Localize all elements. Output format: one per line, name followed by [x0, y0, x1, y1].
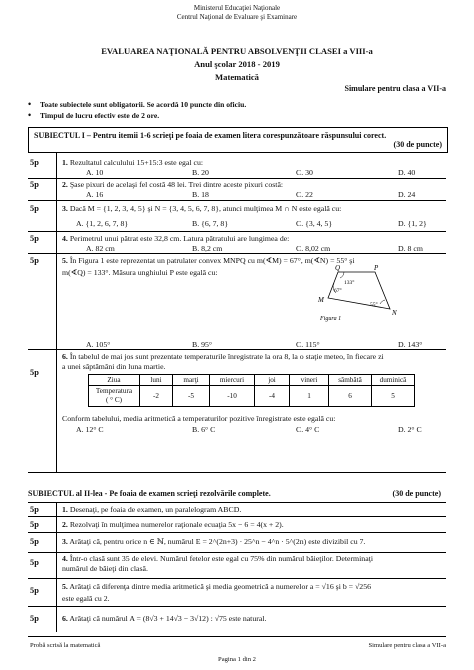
row-divider [28, 231, 446, 232]
option-b: B. {6, 7, 8} [192, 219, 229, 228]
question-5-line-2: m(∢Q) = 133°. Măsura unghiului P este egală cu: [62, 268, 218, 277]
problem-4-line-2: numărul de băieţi din clasă. [62, 564, 148, 573]
option-b: B. 95° [192, 340, 213, 349]
table-header-cell: marţi [173, 375, 210, 386]
question-3: 3. Dacă M = {1, 2, 3, 4, 5} şi N = {3, 4, 5, 6, 7, 8}, atunci mulţimea M ∩ N este egală cu: [62, 204, 342, 213]
points: 5p [30, 256, 39, 265]
angle-m-value: 67° [334, 288, 342, 294]
row-divider [28, 502, 446, 503]
footer-right: Simulare pentru clasa a VII-a [368, 642, 446, 649]
row-divider [28, 349, 446, 350]
table-header-cell: sâmbătă [329, 375, 372, 386]
section-1-title: SUBIECTUL I – Pentru itemii 1-6 scrieţi pe foaia de examen litera corespunzătoare răspunsului corect. [34, 131, 387, 140]
row-divider [28, 200, 446, 201]
table-cell: 5 [372, 386, 415, 407]
table-cell: 6 [329, 386, 372, 407]
problem-5-line-2: este egală cu 2. [62, 594, 110, 603]
option-b: B. 20 [192, 168, 209, 177]
option-b: B. 6° C [192, 425, 216, 434]
exam-title [0, 45, 474, 84]
option-a: A. 10 [86, 168, 104, 177]
problem-1: 1. Desenaţi, pe foaia de examen, un paralelogram ABCD. [62, 505, 242, 514]
row-divider [28, 606, 446, 607]
table-header-row [89, 375, 415, 386]
temperature-table [88, 374, 415, 407]
instruction-2: • Timpul de lucru efectiv este de 2 ore. [40, 111, 159, 120]
angle-q-value: 133° [344, 280, 355, 286]
option-a: A. 16 [86, 190, 104, 199]
points: 5p [30, 234, 39, 243]
instruction-1: • Toate subiectele sunt obligatorii. Se acordă 10 puncte din oficiu. [40, 100, 246, 109]
option-c: C. 30 [296, 168, 313, 177]
question-5: 5. În Figura 1 este reprezentat un patrulater convex MNPQ cu m(∢M) = 67°, m(∢N) = 55° şi [62, 256, 355, 265]
vertex-p-label: P [374, 264, 379, 272]
option-a: A. 105° [86, 340, 111, 349]
points: 5p [30, 204, 39, 213]
title-line-2: Anul şcolar 2018 - 2019 [194, 59, 280, 69]
table-row-label: Temperatura ( ° C) [89, 386, 140, 407]
points: 5p [30, 586, 39, 595]
option-a: A. 12° C [76, 425, 104, 434]
angle-n-arc [380, 300, 385, 304]
option-b: B. 8,2 cm [192, 244, 223, 253]
table-cell: -2 [140, 386, 173, 407]
problem-3: 3. Arătaţi că, pentru orice n ∈ ℕ, numărul E = 2^(2n+3) · 25^n − 4^n · 5^(2n) este divizibil cu 7. [62, 537, 366, 546]
footer-divider [28, 636, 446, 637]
header [0, 4, 474, 22]
section-2-title: SUBIECTUL al II-lea - Pe foaia de examen scrieţi rezolvările complete. [28, 489, 271, 498]
row-divider [28, 532, 446, 533]
table-header-cell: luni [140, 375, 173, 386]
table-header-cell: joi [255, 375, 290, 386]
problem-5: 5. Arătaţi că diferenţa dintre media aritmetică şi media geometrică a numerelor a = √16 şi b = √256 [62, 582, 371, 591]
vertex-q-label: Q [335, 264, 341, 272]
option-d: D. {1, 2} [398, 219, 427, 228]
table-row [89, 386, 415, 407]
section-1-header [28, 127, 448, 153]
footer-left: Probă scrisă la matematică [30, 642, 101, 649]
table-header-cell: miercuri [210, 375, 255, 386]
vertex-m-label: M [318, 296, 324, 304]
table-header-cell: Ziua [89, 375, 140, 386]
points: 5p [30, 368, 39, 377]
table-header-cell: vineri [290, 375, 329, 386]
row-divider [28, 253, 446, 254]
option-b: B. 18 [192, 190, 209, 199]
section-2-header [28, 489, 446, 498]
option-d: D. 40 [398, 168, 416, 177]
quadrilateral-figure [310, 262, 420, 322]
angle-n-value: 55° [370, 302, 378, 308]
problem-4: 4. Într-o clasă sunt 35 de elevi. Numărul fetelor este egal cu 75% din numărul băieţilor. Determinaţi [62, 554, 373, 563]
row-divider [28, 578, 446, 579]
ministry-name: Ministerul Educaţiei Naţionale [193, 4, 281, 12]
option-d: D. 143° [398, 340, 423, 349]
center-name: Centrul Naţional de Evaluare şi Examinare [176, 13, 298, 21]
option-c: C. 22 [296, 190, 313, 199]
question-2: 2. Şase pixuri de acelaşi fel costă 48 lei. Trei dintre aceste pixuri costă: [62, 180, 284, 189]
table-header-cell: duminică [372, 375, 415, 386]
row-divider [28, 472, 446, 473]
points: 5p [30, 537, 39, 546]
section-1-points: (30 de puncte) [393, 140, 442, 149]
option-d: D. 24 [398, 190, 416, 199]
option-d: D. 8 cm [398, 244, 423, 253]
points: 5p [30, 520, 39, 529]
points: 5p [30, 558, 39, 567]
points: 5p [30, 505, 39, 514]
row-divider [28, 152, 446, 153]
title-line-3: Matematică [215, 72, 259, 82]
points: 5p [30, 158, 39, 167]
row-divider [28, 516, 446, 517]
option-a: A. {1, 2, 6, 7, 8} [76, 219, 129, 228]
points: 5p [30, 180, 39, 189]
problem-6: 6. Arătaţi că numărul A = (8√3 + 14√3 − 3√12) : √75 este natural. [62, 614, 267, 623]
option-c: C. {3, 4, 5} [296, 219, 333, 228]
title-line-1: EVALUAREA NAŢIONALĂ PENTRU ABSOLVENŢII CLASEI a VIII-a [101, 46, 373, 56]
option-c: C. 4° C [296, 425, 320, 434]
option-c: C. 8,02 cm [296, 244, 331, 253]
option-c: C. 115° [296, 340, 320, 349]
option-d: D. 2° C [398, 425, 422, 434]
points: 5p [30, 614, 39, 623]
question-4: 4. Perimetrul unui pătrat este 32,8 cm. Latura pătratului are lungimea de: [62, 234, 290, 243]
simulation-label: Simulare pentru clasa a VII-a [344, 84, 446, 93]
figure-caption: Figura 1 [320, 316, 342, 322]
points-column-divider [56, 502, 57, 632]
section-2-points: (30 de puncte) [392, 489, 441, 498]
question-6-line-3: Conform tabelului, media aritmetică a temperaturilor pozitive înregistrate este egală cu: [62, 414, 336, 423]
vertex-n-label: N [392, 309, 397, 317]
row-divider [28, 552, 446, 553]
table-cell: -10 [210, 386, 255, 407]
table-cell: -5 [173, 386, 210, 407]
question-6-line-2: a unei săptămâni din luna martie. [62, 362, 166, 371]
table-cell: -4 [255, 386, 290, 407]
option-a: A. 82 cm [86, 244, 115, 253]
table-cell: 1 [290, 386, 329, 407]
question-1: 1. Rezultatul calculului 15+15:3 este egal cu: [62, 158, 204, 167]
problem-2: 2. Rezolvaţi în mulţimea numerelor raţionale ecuaţia 5x − 6 = 4(x + 2). [62, 520, 284, 529]
page-number: Pagina 1 din 2 [218, 656, 256, 663]
row-divider [28, 178, 446, 179]
angle-q-arc [340, 272, 344, 278]
question-6: 6. În tabelul de mai jos sunt prezentate temperaturile înregistrate la ora 8, la o staţie meteo, în fiecare zi [62, 352, 384, 361]
